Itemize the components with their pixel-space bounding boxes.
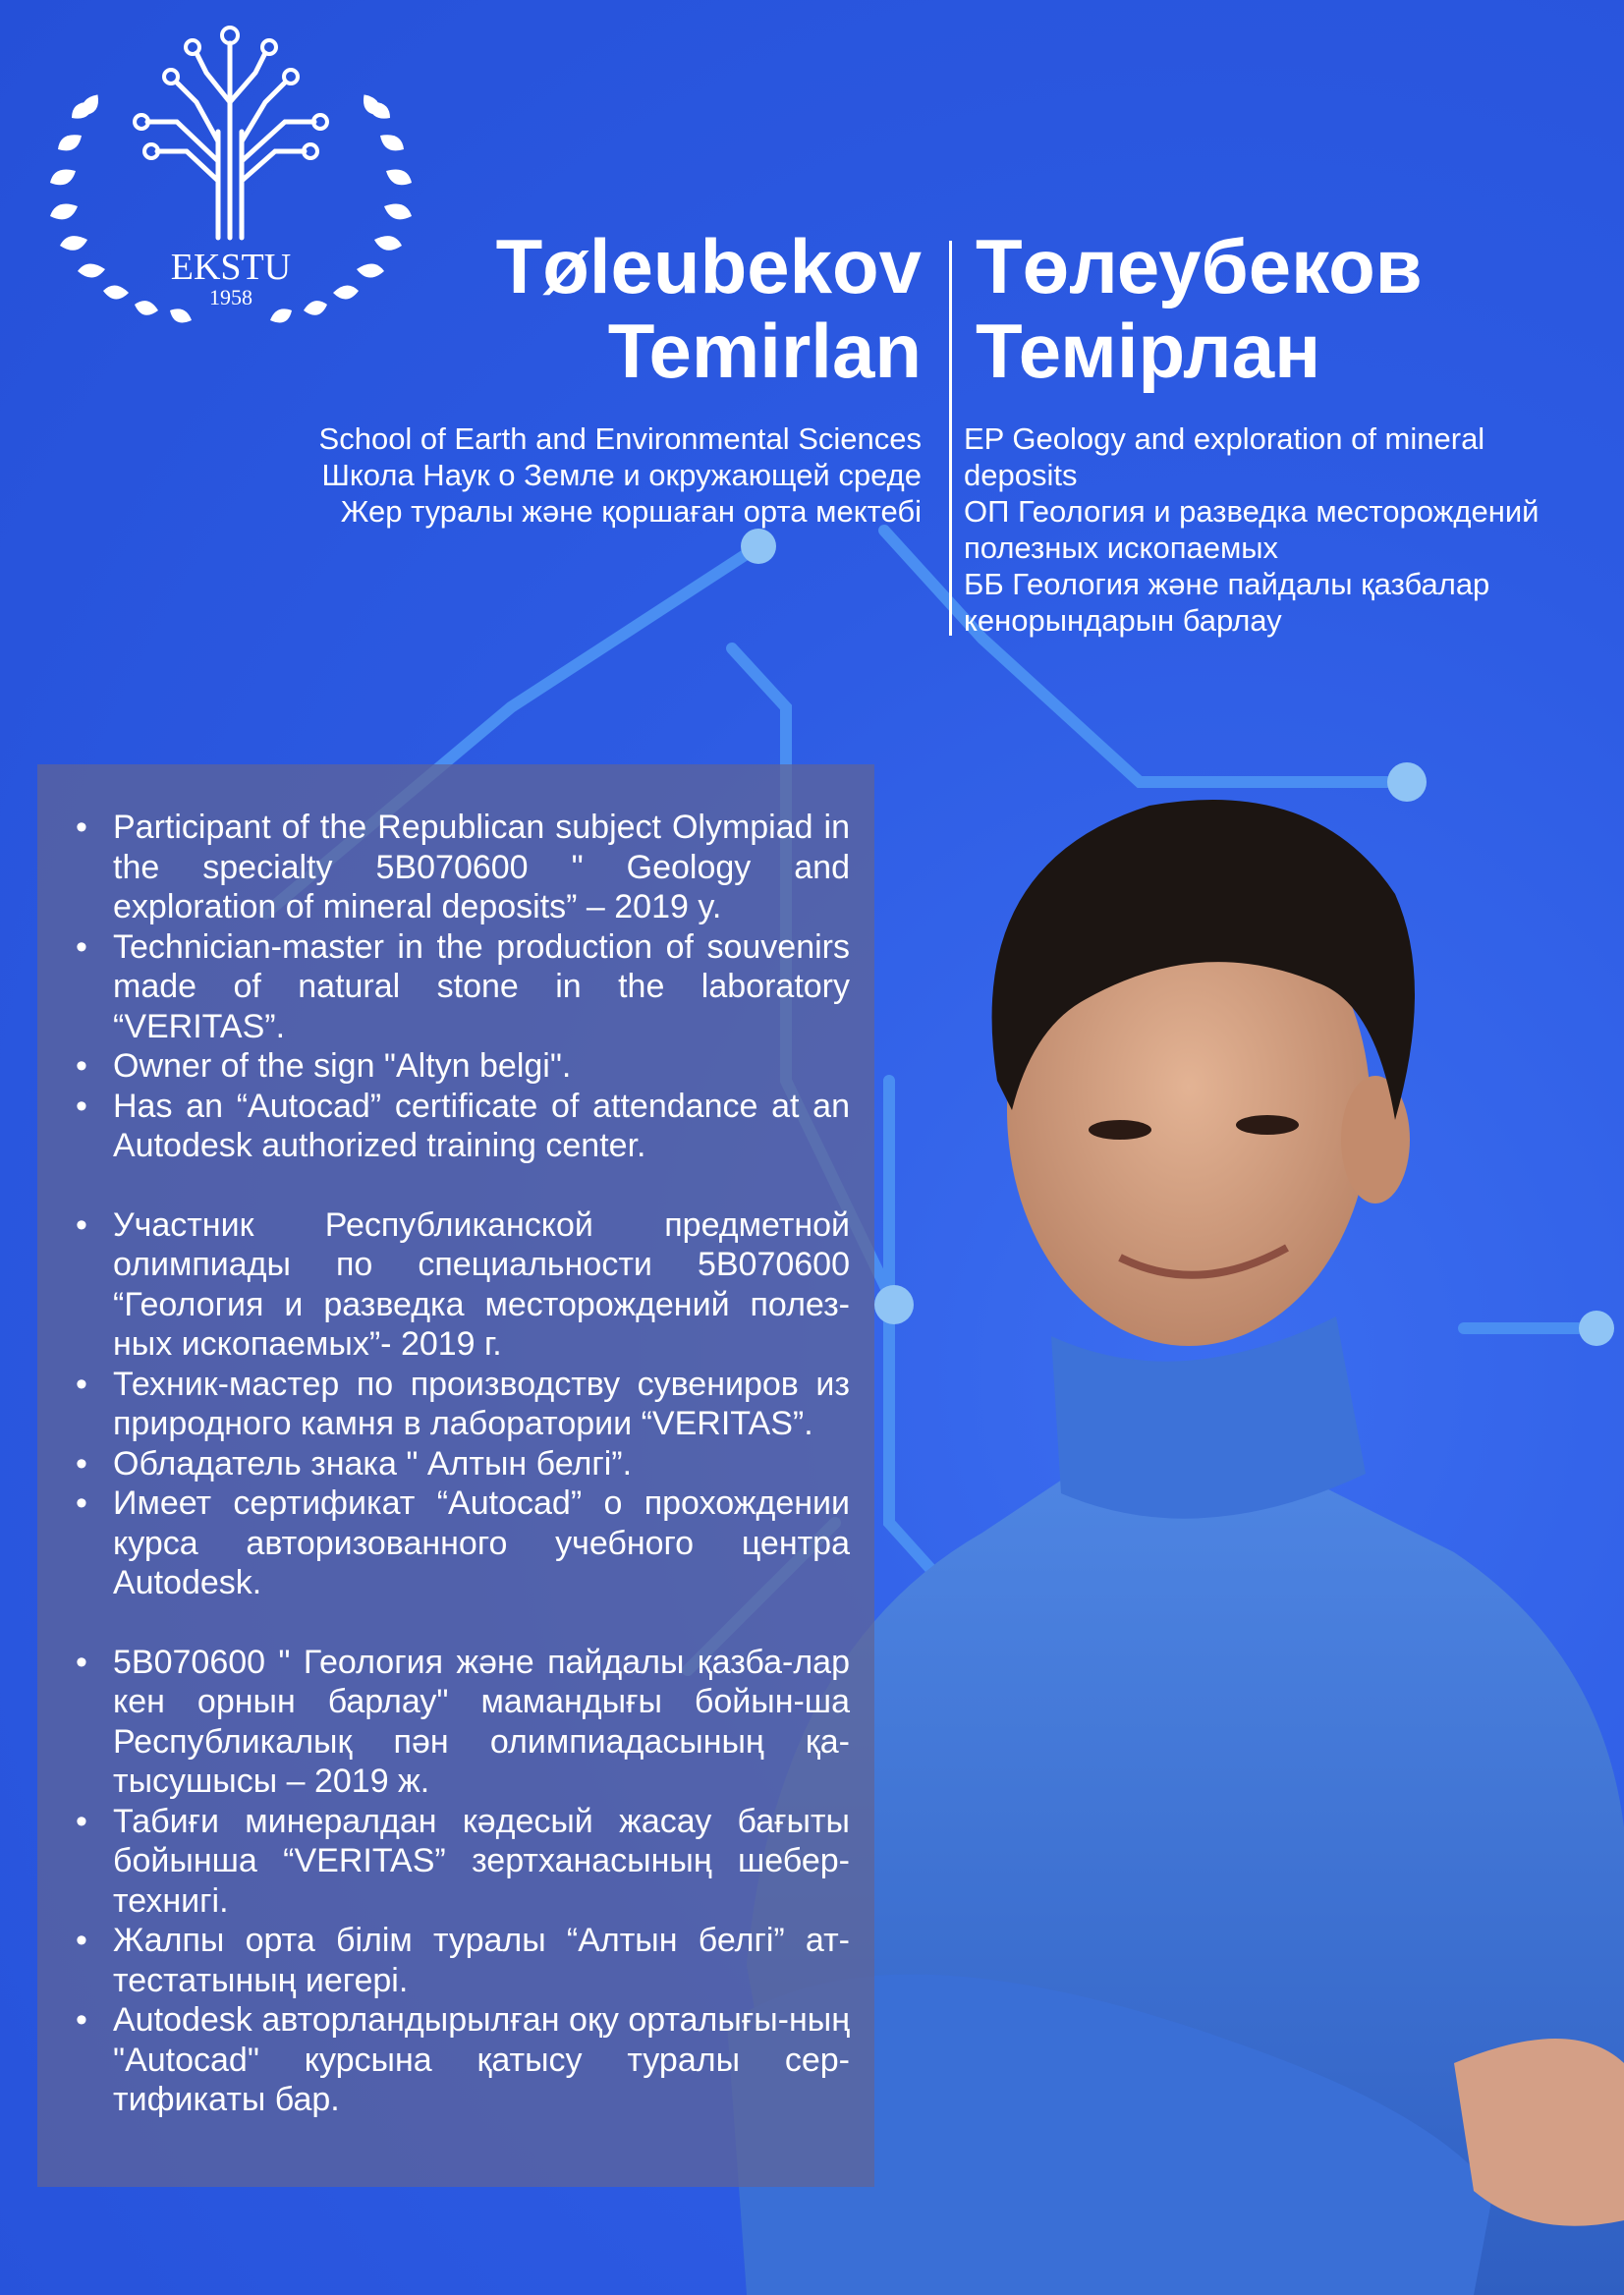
name-latin — [496, 224, 922, 393]
school-kz: Жер туралы және қоршаған орта мектебі — [340, 494, 922, 529]
header-divider — [949, 241, 952, 636]
school-ru: Школа Наук о Земле и окружающей среде — [321, 458, 922, 492]
achievement-ru: • Обладатель знака " Алтын белгі”. — [72, 1444, 850, 1484]
turtleneck-collar — [1051, 1316, 1366, 1519]
program-line: полезных ископаемых — [964, 531, 1279, 565]
ekstu-logo — [49, 14, 413, 348]
program-line: ББ Геология және пайдалы қазбалар — [964, 567, 1490, 601]
achievement-ru: • Техник-мастер по производству сувениров из природного камня в лаборатории “VERITAS”. — [72, 1365, 850, 1444]
program-line: кенорындарын барлау — [964, 603, 1282, 638]
name-cyrillic-given: Темірлан — [976, 308, 1321, 394]
program-line: deposits — [964, 458, 1078, 492]
achievement-kz: • Autodesk авторландырылған оқу орталығы-ның "Autocad" курсына қатысу туралы сер-тификаты бар. — [72, 2000, 850, 2120]
program-line: ОП Геология и разведка месторождений — [964, 494, 1540, 529]
achievement-en: • Has an “Autocad” certificate of attendance at an Autodesk authorized training center. — [72, 1087, 850, 1166]
name-latin-surname: Tøleubekov — [495, 223, 922, 309]
achievement-en: • Participant of the Republican subject Olympiad in the specialty 5B070600 " Geology and exploration of mineral deposits” – 2019 y. — [72, 808, 850, 927]
name-latin-given: Temirlan — [607, 308, 922, 394]
achievement-en: • Owner of the sign "Altyn belgi". — [72, 1046, 850, 1087]
achievement-kz: • 5В070600 " Геология және пайдалы қазба-лар кен орнын барлау" мамандығы бойын-ша Республикалық пән олимпиадасының қа-тысушысы – 2019 ж. — [72, 1643, 850, 1802]
achievements-panel — [37, 764, 874, 2187]
name-cyrillic — [976, 224, 1423, 393]
achievement-ru: • Участник Республиканской предметной олимпиады по специальности 5В070600 “Геология и разведка месторождений полез-ных ископаемых”- 2019 г. — [72, 1205, 850, 1365]
achievement-en: • Technician-master in the production of souvenirs made of natural stone in the laboratory “VERITAS”. — [72, 927, 850, 1047]
name-cyrillic-surname: Төлеубеков — [976, 223, 1423, 309]
achievement-kz: • Табиғи минералдан кәдесый жасау бағыты бойынша “VERITAS” зертханасының шебер-технигі. — [72, 1802, 850, 1922]
achievements-list — [72, 808, 850, 2120]
achievement-ru: • Имеет сертификат “Autocad” о прохождении курса авторизованного учебного центра Autodesk. — [72, 1483, 850, 1603]
svg-text:1958: 1958 — [209, 285, 252, 309]
school-block — [319, 420, 922, 530]
program-block — [964, 420, 1593, 639]
school-en: School of Earth and Environmental Sciences — [318, 421, 922, 456]
svg-text:EKSTU: EKSTU — [170, 247, 292, 288]
program-line: EP Geology and exploration of mineral — [964, 421, 1485, 456]
achievement-kz: • Жалпы орта білім туралы “Алтын белгі” ат-тестатының иегері. — [72, 1921, 850, 2000]
